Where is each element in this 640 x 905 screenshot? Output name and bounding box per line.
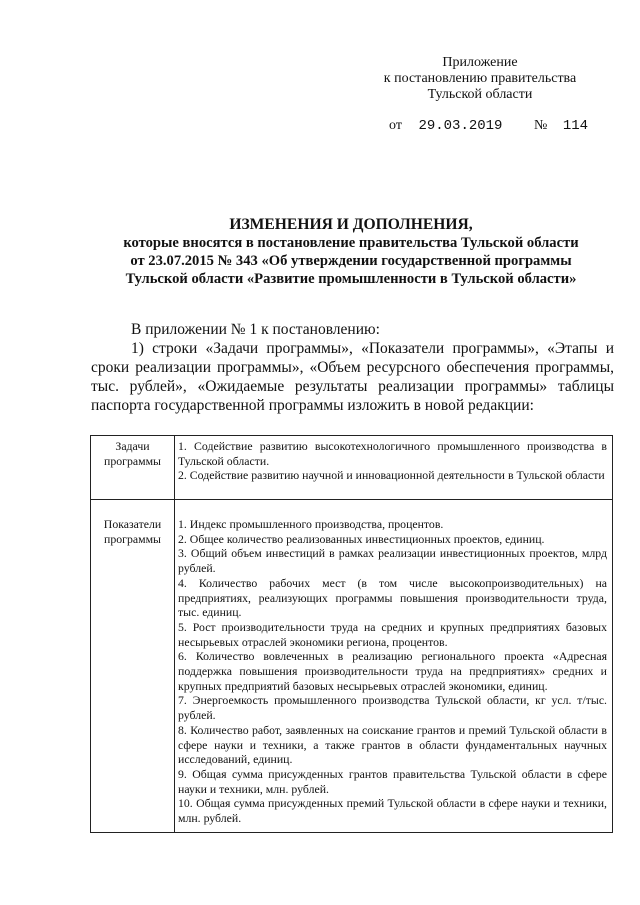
number-sign: № (533, 118, 548, 133)
intro-paragraph: 1) строки «Задачи программы», «Показатели программы», «Этапы и сроки реализации программы», «Объем ресурсного обеспечения программы, тыс. рублей», «Ожидаемые результаты реализации программы» таблицы паспорта государственной программы изложить в новой редакции: (91, 340, 614, 414)
list-item: 5. Рост производительности труда на средних и крупных предприятиях базовых несырьевых отраслей экономики региона, процентов. (178, 619, 607, 649)
intro-paragraph: В приложении № 1 к постановлению: (131, 321, 380, 338)
row-label: Показатели программы (91, 500, 175, 833)
title-line: от 23.07.2015 № 343 «Об утверждении государственной программы (130, 253, 572, 269)
title-line: ИЗМЕНЕНИЯ И ДОПОЛНЕНИЯ, (229, 216, 473, 233)
appendix-block (340, 55, 620, 103)
table-row (91, 436, 613, 500)
row-label: Задачи программы (91, 436, 175, 500)
list-item: 8. Количество работ, заявленных на соискание грантов и премий Тульской области в сфере науки и техники, а также грантов в области фундаментальных научных исследований, единиц. (178, 722, 607, 767)
row-content (175, 436, 613, 500)
row-content (175, 500, 613, 833)
appendix-line: Приложение (442, 55, 518, 70)
passport-table (90, 435, 613, 833)
list-item: 4. Количество рабочих мест (в том числе высокопроизводительных) на предприятиях, реализующих программы повышения производительности труда, тыс. единиц. (178, 575, 607, 620)
title-line: которые вносятся в постановление правительства Тульской области (123, 235, 579, 251)
resolution-date: 29.03.2019 (418, 118, 503, 134)
intro-text (91, 320, 614, 415)
appendix-line: к постановлению правительства (383, 71, 577, 86)
resolution-dateline (389, 118, 588, 134)
list-item: 2. Общее количество реализованных инвестиционных проектов, единиц. (178, 531, 545, 546)
list-item: 3. Общий объем инвестиций в рамках реализации инвестиционных проектов, млрд рублей. (178, 546, 607, 576)
list-item: 7. Энергоемкость промышленного производства Тульской области, кг усл. т/тыс. рублей. (178, 693, 607, 723)
date-prefix: от (389, 118, 402, 133)
list-item: 1. Содействие развитию высокотехнологичного промышленного производства в Тульской области. (178, 439, 607, 468)
list-item: 6. Количество вовлеченных в реализацию регионального проекта «Адресная поддержка повышения производительности труда на предприятиях» средних и крупных предприятий базовых несырьевых отраслей экономики, единиц. (178, 649, 607, 693)
appendix-line: Тульской области (427, 87, 533, 102)
list-item: 10. Общая сумма присужденных премий Тульской области в сфере науки и техники, млн. рублей. (178, 796, 607, 826)
document-title (86, 216, 616, 288)
list-item: 1. Индекс промышленного производства, процентов. (178, 517, 444, 531)
title-line: Тульской области «Развитие промышленности в Тульской области» (125, 271, 577, 287)
list-item: 2. Содействие развитию научной и инновационной деятельности в Тульской области (178, 468, 605, 483)
resolution-number: 114 (562, 118, 589, 134)
table-row (91, 500, 613, 833)
list-item: 9. Общая сумма присужденных грантов правительства Тульской области в сфере науки и техники, млн. рублей. (178, 766, 607, 796)
